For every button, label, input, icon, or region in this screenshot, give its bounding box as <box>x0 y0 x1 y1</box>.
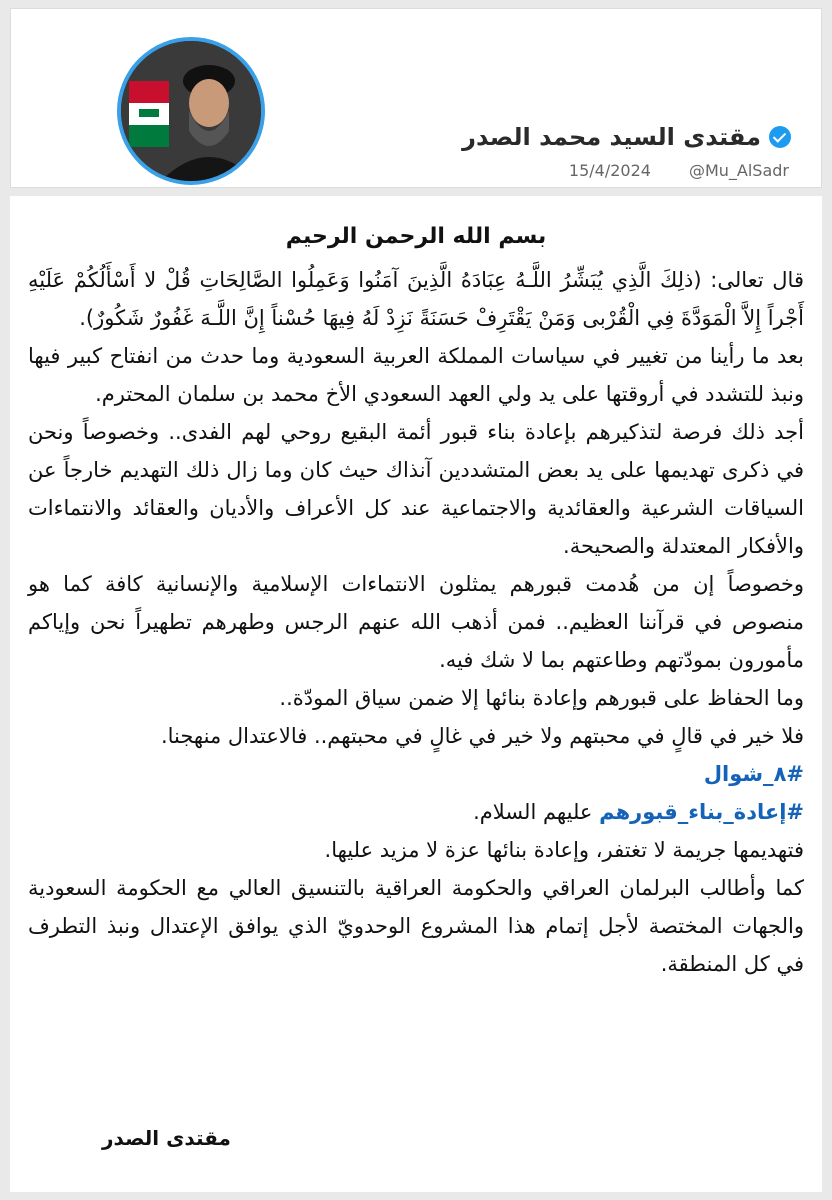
hashtag-shawwal[interactable]: #٨_شوال <box>703 762 804 786</box>
paragraph-saudi: بعد ما رأينا من تغيير في سياسات المملكة العربية السعودية وما حدث من انفتاح كبير فيها ونبذ للتشدد في أروقتها على يد ولي العهد السعودي الأخ محمد بن سلمان المحترم. <box>28 344 804 406</box>
basmala: بسم الله الرحمن الرحيم <box>285 224 547 249</box>
name-row <box>462 123 791 151</box>
signature: مقتدى الصدر <box>102 1126 231 1150</box>
hashtag-line-1 <box>28 755 804 793</box>
avatar-image-icon <box>121 41 261 181</box>
paragraph-crime: فتهديمها جريمة لا تغتفر، وإعادة بنائها عزة لا مزيد عليها. <box>324 838 804 862</box>
user-handle[interactable]: @Mu_AlSadr <box>688 161 789 180</box>
post-date: 15/4/2024 <box>568 161 651 180</box>
verified-badge-icon <box>769 126 791 148</box>
paragraph-verse: قال تعالى: (ذلِكَ الَّذِي يُبَشِّرُ اللَّـهُ عِبَادَهُ الَّذِينَ آمَنُوا وَعَمِلُوا الصَّالِحَاتِ قُلْ لا أَسْأَلُكُمْ عَلَيْهِ أَجْراً إِلاَّ الْمَوَدَّةَ فِي الْقُرْبى وَمَنْ يَقْتَرِفْ حَسَنَةً نَزِدْ لَهُ فِيهَا حُسْناً إِنَّ اللَّـهَ غَفُورٌ شَكُورٌ). <box>28 268 804 330</box>
post-body <box>10 196 822 1192</box>
paragraph-baqi: أجد ذلك فرصة لتذكيرهم بإعادة بناء قبور أئمة البقيع روحي لهم الفدى.. وخصوصاً ونحن في ذكرى تهديمها على يد بعض المتشددين آنذاك حيث كان وما زال ذلك التهديم خارجاً عن السياقات الشرعية والعقائدية والاجتماعية عند كل الأعراف والأديان والعقائد والانتماءات والأفكار المعتدلة والصحيحة. <box>28 420 804 558</box>
paragraph-moderation: فلا خير في قالٍ في محبتهم ولا خير في غالٍ في محبتهم.. فالاعتدال منهجنا. <box>160 724 804 748</box>
paragraph-graves: وخصوصاً إن من هُدمت قبورهم يمثلون الانتماءات الإسلامية والإنسانية كافة كما هو منصوص في قرآننا العظيم.. فمن أذهب الله عنهم الرجس وطهرهم تطهيراً نحن وإياكم مأمورون بمودّتهم وطاعتهم بما لا شك فيه. <box>28 572 804 672</box>
meta-row <box>569 161 789 180</box>
hashtag-suffix: عليهم السلام. <box>473 800 600 824</box>
display-name[interactable]: مقتدى السيد محمد الصدر <box>462 123 761 151</box>
post-header <box>10 8 822 188</box>
profile-avatar[interactable] <box>117 37 265 185</box>
hashtag-rebuild[interactable]: #إعادة_بناء_قبورهم <box>599 800 804 824</box>
paragraph-demand: كما وأطالب البرلمان العراقي والحكومة العراقية بالتنسيق العالي مع الحكومة السعودية والجهات المختصة لأجل إتمام هذا المشروع الوحدويّ الذي يوافق الإعتدال ونبذ التطرف في كل المنطقة. <box>28 876 804 976</box>
hashtag-line-2 <box>28 793 804 831</box>
paragraph-preserve: وما الحفاظ على قبورهم وإعادة بنائها إلا ضمن سياق المودّة.. <box>279 686 804 710</box>
